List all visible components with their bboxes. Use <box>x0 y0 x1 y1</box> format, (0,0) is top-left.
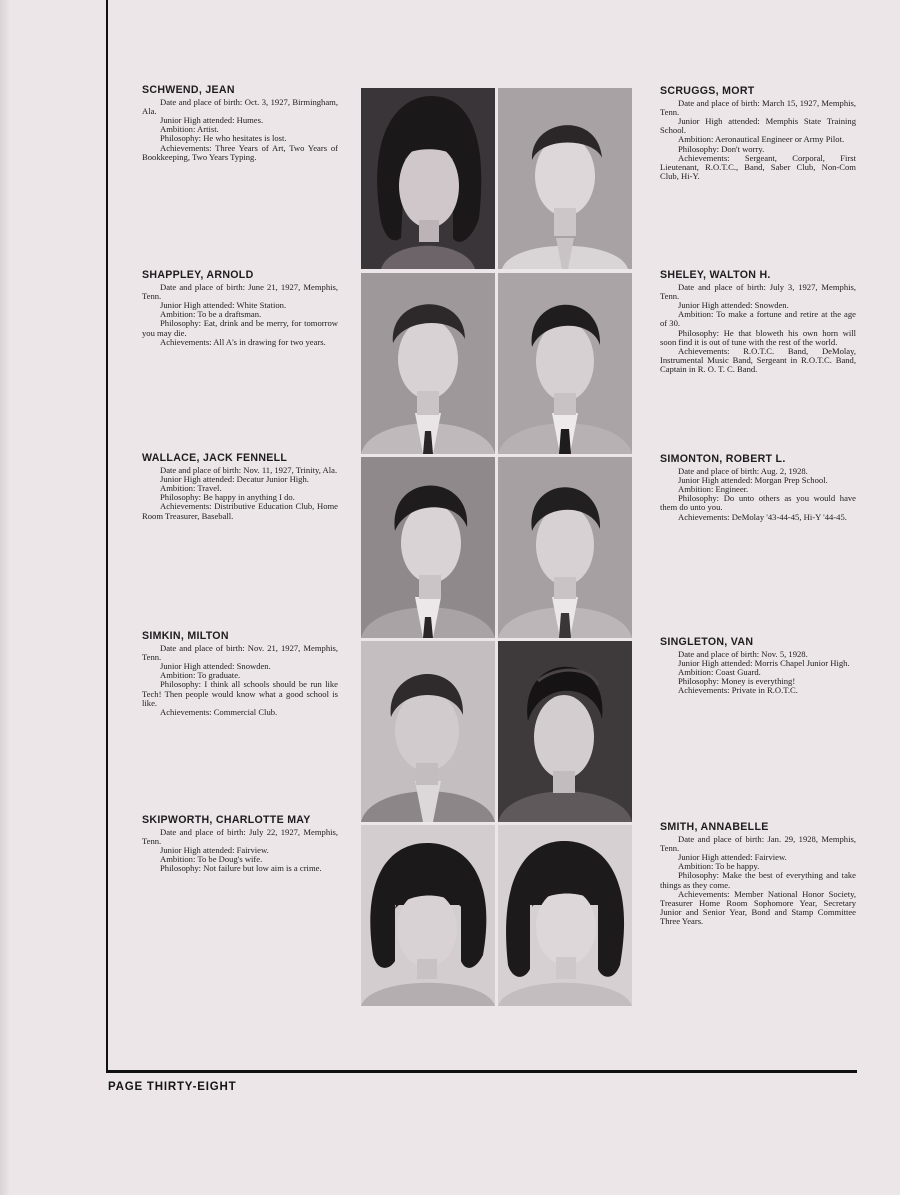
page-binding-edge <box>0 0 10 1195</box>
birth-info: Date and place of birth: Jan. 29, 1928, Memphis, Tenn. <box>660 833 856 853</box>
junior-high-info: Junior High attended: Fairview. <box>160 844 269 855</box>
philosophy-info: Philosophy: Money is everything! <box>678 676 796 687</box>
student-name: SCHWEND, JEAN <box>142 84 235 96</box>
achievements-info: Achievements: Member National Honor Society, Treasurer Home Room Sophomore Year, Secretary Junior and Senior Year, Bond and Stamp Committee Three Years. <box>660 888 856 927</box>
student-name: SIMKIN, MILTON <box>142 630 229 642</box>
philosophy-info: Philosophy: Don't worry. <box>678 143 765 154</box>
student-name: SHAPPLEY, ARNOLD <box>142 269 254 281</box>
junior-high-info: Junior High attended: Decatur Junior High. <box>160 473 309 484</box>
ambition-info: Ambition: Aeronautical Engineer or Army Pilot. <box>678 134 845 145</box>
birth-info: Date and place of birth: Nov. 21, 1927, Memphis, Tenn. <box>142 642 338 662</box>
achievements-info: Achievements: Commercial Club. <box>160 706 278 717</box>
ambition-info: Ambition: Engineer. <box>678 483 749 494</box>
junior-high-info: Junior High attended: Snowden. <box>678 299 789 310</box>
student-name: SHELEY, WALTON H. <box>660 269 771 281</box>
student-entry-singleton <box>660 637 856 696</box>
philosophy-info: Philosophy: Do unto others as you would have them do unto you. <box>660 493 856 513</box>
philosophy-info: Philosophy: Make the best of everything and take things as they come. <box>660 870 856 890</box>
birth-info: Date and place of birth: Aug. 2, 1928. <box>678 465 808 476</box>
philosophy-info: Philosophy: He who hesitates is lost. <box>160 133 287 144</box>
portrait-photo-simonton <box>498 457 632 638</box>
philosophy-info: Philosophy: Not failure but low aim is a crime. <box>160 863 322 874</box>
birth-info: Date and place of birth: March 15, 1927, Memphis, Tenn. <box>660 97 856 117</box>
student-entry-skipworth <box>142 815 338 874</box>
junior-high-info: Junior High attended: Morgan Prep School. <box>678 474 828 485</box>
student-entry-scruggs <box>660 86 856 181</box>
philosophy-info: Philosophy: He that bloweth his own horn will soon find it is out of tune with the rest of the world. <box>660 327 856 347</box>
horizontal-rule <box>106 1070 857 1073</box>
page-number-label: PAGE THIRTY-EIGHT <box>108 1081 237 1093</box>
portrait-photo-wallace <box>361 457 495 638</box>
ambition-info: Ambition: Travel. <box>160 482 222 493</box>
philosophy-info: Philosophy: Eat, drink and be merry, for tomorrow you may die. <box>142 318 338 338</box>
ambition-info: Ambition: To be a draftsman. <box>160 309 262 320</box>
junior-high-info: Junior High attended: Humes. <box>160 114 264 125</box>
portrait-photo-singleton <box>498 641 632 822</box>
birth-info: Date and place of birth: Nov. 11, 1927, Trinity, Ala. <box>160 464 338 475</box>
junior-high-info: Junior High attended: Snowden. <box>160 660 271 671</box>
portrait-photo-skipworth <box>361 825 495 1006</box>
achievements-info: Achievements: Distributive Education Club, Home Room Treasurer, Baseball. <box>142 501 338 521</box>
student-name: SIMONTON, ROBERT L. <box>660 453 786 465</box>
achievements-info: Achievements: Three Years of Art, Two Years of Bookkeeping, Two Years Typing. <box>142 142 338 162</box>
student-name: SINGLETON, VAN <box>660 636 754 648</box>
portrait-photo-sheley <box>498 273 632 454</box>
philosophy-info: Philosophy: Be happy in anything I do. <box>160 492 295 503</box>
portrait-photo-simkin <box>361 641 495 822</box>
junior-high-info: Junior High attended: Fairview. <box>678 851 787 862</box>
portrait-photo-scruggs <box>498 88 632 269</box>
junior-high-info: Junior High attended: White Station. <box>160 299 287 310</box>
student-entry-simonton <box>660 454 856 522</box>
junior-high-info: Junior High attended: Morris Chapel Junior High. <box>678 657 850 668</box>
student-entry-schwend <box>142 85 338 162</box>
birth-info: Date and place of birth: Oct. 3, 1927, Birmingham, Ala. <box>142 96 338 116</box>
student-entry-sheley <box>660 270 856 375</box>
student-name: WALLACE, JACK FENNELL <box>142 452 288 464</box>
birth-info: Date and place of birth: Nov. 5, 1928. <box>678 648 808 659</box>
ambition-info: Ambition: To be Doug's wife. <box>160 854 263 865</box>
ambition-info: Ambition: To graduate. <box>160 670 241 681</box>
birth-info: Date and place of birth: July 22, 1927, Memphis, Tenn. <box>142 826 338 846</box>
birth-info: Date and place of birth: July 3, 1927, Memphis, Tenn. <box>660 281 856 301</box>
junior-high-info: Junior High attended: Memphis State Training School. <box>660 115 856 136</box>
ambition-info: Ambition: To be happy. <box>678 861 760 872</box>
student-entry-wallace <box>142 453 338 521</box>
philosophy-info: Philosophy: I think all schools should be run like Tech! Then people would know what a good school is like. <box>142 679 338 708</box>
ambition-info: Ambition: Artist. <box>160 124 219 135</box>
student-name: SKIPWORTH, CHARLOTTE MAY <box>142 814 311 826</box>
student-entry-smith <box>660 822 856 927</box>
portrait-photo-schwend <box>361 88 495 269</box>
birth-info: Date and place of birth: June 21, 1927, Memphis, Tenn. <box>142 281 338 301</box>
achievements-info: Achievements: DeMolay '43-44-45, Hi-Y '44-45. <box>678 511 847 522</box>
achievements-info: Achievements: Private in R.O.T.C. <box>678 685 798 696</box>
student-entry-simkin <box>142 631 338 717</box>
achievements-info: Achievements: All A's in drawing for two years. <box>160 336 326 347</box>
student-name: SMITH, ANNABELLE <box>660 821 769 833</box>
ambition-info: Ambition: Coast Guard. <box>678 666 761 677</box>
portrait-photo-smith <box>498 825 632 1006</box>
ambition-info: Ambition: To make a fortune and retire at the age of 30. <box>660 309 856 329</box>
portrait-photo-shappley <box>361 273 495 454</box>
vertical-rule <box>106 0 108 1072</box>
achievements-info: Achievements: R.O.T.C. Band, DeMolay, Instrumental Music Band, Sergeant in R.O.T.C. Band, Captain in R. O. T. C. Band. <box>660 345 856 375</box>
achievements-info: Achievements: Sergeant, Corporal, First Lieutenant, R.O.T.C., Band, Saber Club, Non-Com Club, Hi-Y. <box>660 152 856 182</box>
student-entry-shappley <box>142 270 338 347</box>
student-name: SCRUGGS, MORT <box>660 85 755 97</box>
